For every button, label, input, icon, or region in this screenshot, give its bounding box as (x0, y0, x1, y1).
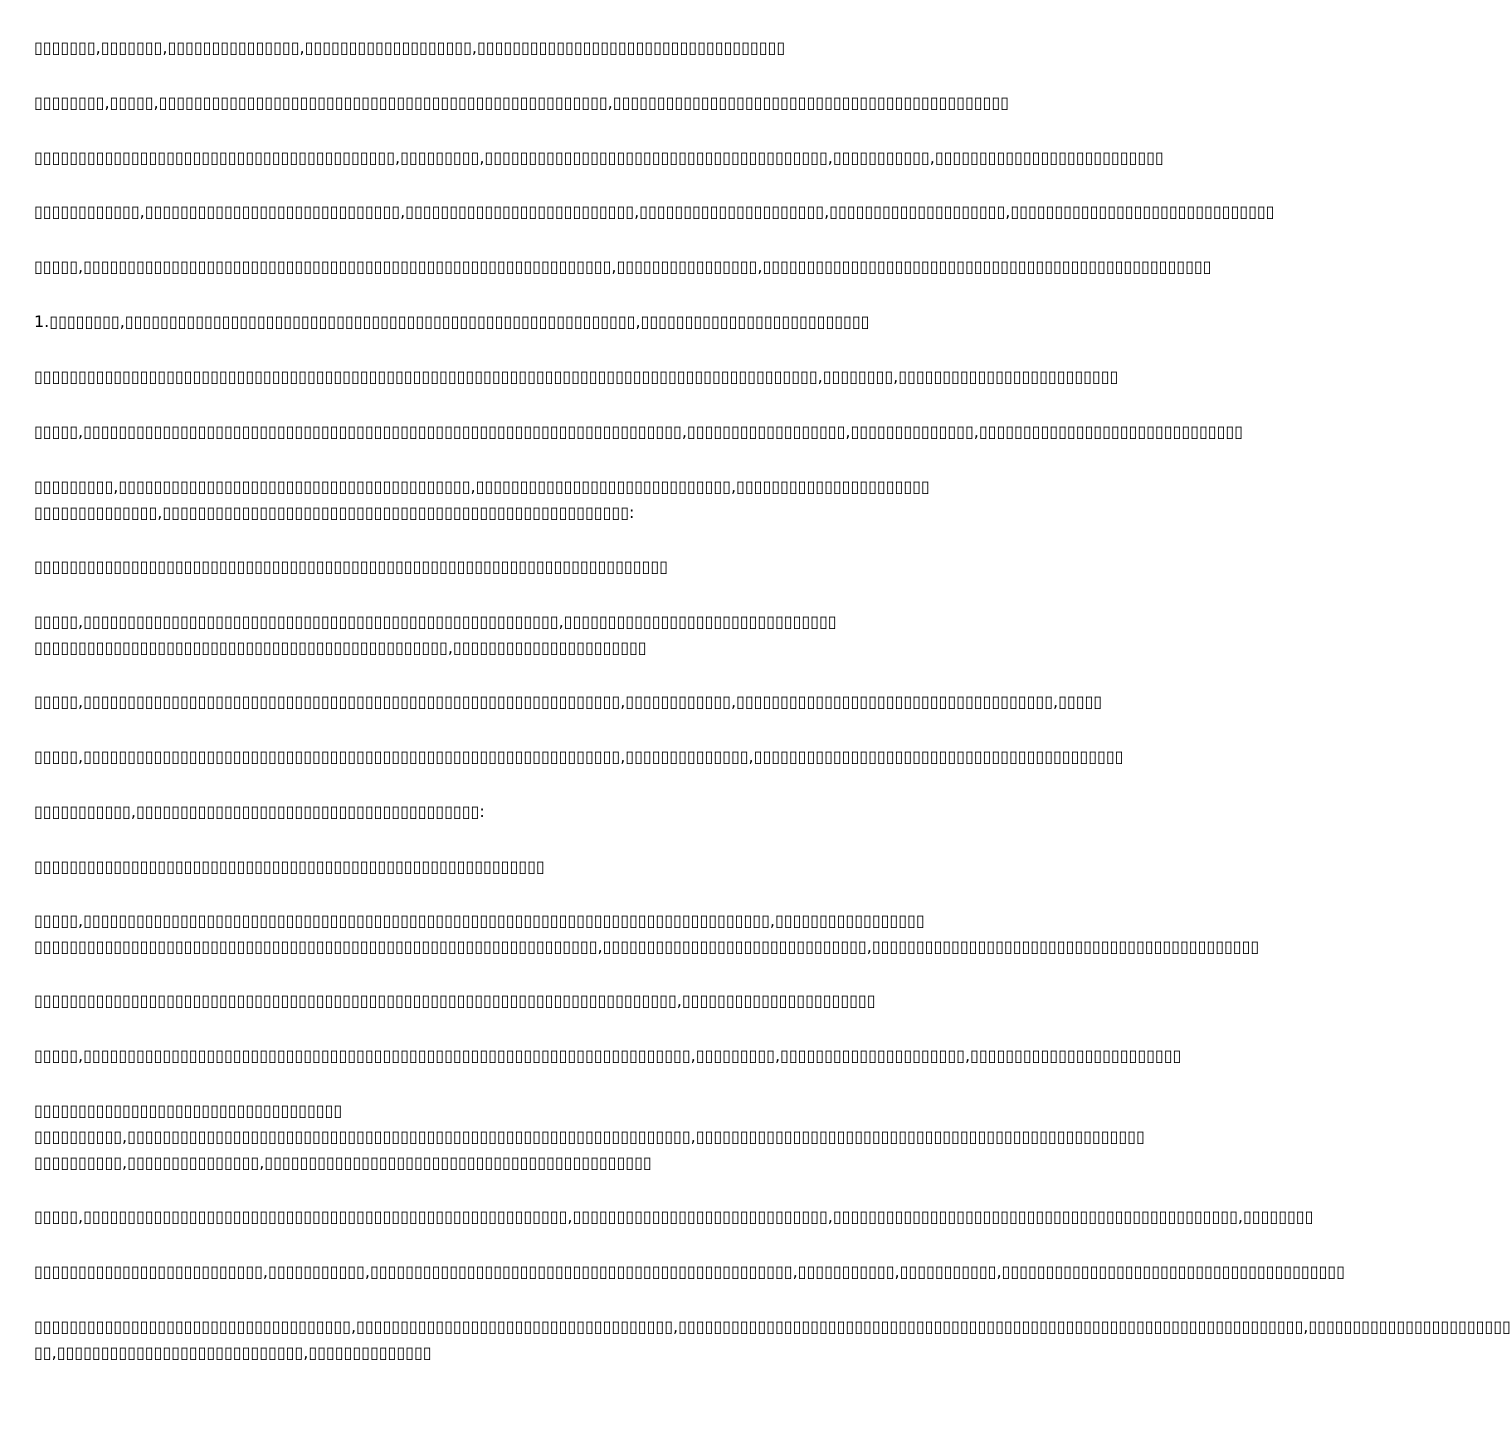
text-line: ▯▯▯▯▯▯▯▯▯▯▯▯▯▯▯▯▯▯▯▯▯▯▯▯▯▯▯▯▯▯▯▯▯▯▯▯▯▯▯▯▯▯▯▯▯▯▯▯▯▯▯▯▯▯▯▯▯▯▯▯▯▯▯▯▯▯▯▯▯▯▯▯ (34, 557, 668, 576)
text-line: ▯▯▯▯▯▯▯▯▯▯▯,▯▯▯▯▯▯▯▯▯▯▯▯▯▯▯▯▯▯▯▯▯▯▯▯▯▯▯▯▯▯▯▯▯▯▯▯▯▯▯: (34, 802, 485, 821)
text-line: ▯▯▯▯▯▯▯▯▯▯▯▯▯▯▯▯▯▯▯▯▯▯▯▯▯▯▯▯▯▯▯▯▯▯▯ (34, 1101, 343, 1120)
text-line: ▯▯▯▯▯,▯▯▯▯▯▯▯▯▯▯▯▯▯▯▯▯▯▯▯▯▯▯▯▯▯▯▯▯▯▯▯▯▯▯▯▯▯▯▯▯▯▯▯▯▯▯▯▯▯▯▯▯▯▯▯▯▯▯▯▯▯,▯▯▯▯▯▯▯▯▯▯▯▯,▯▯▯▯▯▯▯▯▯▯▯▯▯▯▯▯▯▯▯▯▯▯▯▯▯▯▯▯▯▯▯▯▯▯▯▯,▯▯▯▯▯ (34, 692, 1103, 711)
text-line: ▯▯▯▯▯,▯▯▯▯▯▯▯▯▯▯▯▯▯▯▯▯▯▯▯▯▯▯▯▯▯▯▯▯▯▯▯▯▯▯▯▯▯▯▯▯▯▯▯▯▯▯▯▯▯▯▯▯▯▯▯▯▯▯▯▯▯▯▯▯▯▯▯▯,▯▯▯▯▯▯▯▯▯▯▯▯▯▯▯▯▯▯,▯▯▯▯▯▯▯▯▯▯▯▯▯▯,▯▯▯▯▯▯▯▯▯▯▯▯▯▯▯▯▯▯▯▯▯▯▯▯▯▯▯▯▯▯ (34, 422, 1243, 441)
text-line: ▯▯▯▯▯▯▯▯▯▯▯▯▯▯▯▯▯▯▯▯▯▯▯▯▯▯▯▯▯▯▯▯▯▯▯▯▯▯▯▯▯▯▯▯▯▯▯▯▯▯▯▯▯▯▯▯▯▯▯▯▯▯▯▯▯▯▯▯▯▯▯▯▯,▯▯▯▯▯▯▯▯▯▯▯▯▯▯▯▯▯▯▯▯▯▯ (34, 991, 876, 1010)
text-line: ▯▯,▯▯▯▯▯▯▯▯▯▯▯▯▯▯▯▯▯▯▯▯▯▯▯▯▯▯▯▯,▯▯▯▯▯▯▯▯▯▯▯▯▯▯ (34, 1343, 432, 1362)
text-line: ▯▯▯▯▯▯▯▯,▯▯▯▯▯,▯▯▯▯▯▯▯▯▯▯▯▯▯▯▯▯▯▯▯▯▯▯▯▯▯▯▯▯▯▯▯▯▯▯▯▯▯▯▯▯▯▯▯▯▯▯▯▯▯▯▯,▯▯▯▯▯▯▯▯▯▯▯▯▯▯▯▯▯▯▯▯▯▯▯▯▯▯▯▯▯▯▯▯▯▯▯▯▯▯▯▯▯▯▯▯▯ (34, 93, 1009, 112)
text-line: ▯▯▯▯▯▯▯▯▯▯▯▯▯▯▯▯▯▯▯▯▯▯▯▯▯▯▯▯▯▯▯▯▯▯▯▯,▯▯▯▯▯▯▯▯▯▯▯▯▯▯▯▯▯▯▯▯▯▯▯▯▯▯▯▯▯▯▯▯▯▯▯▯,▯▯▯▯▯▯▯▯▯▯▯▯▯▯▯▯▯▯▯▯▯▯▯▯▯▯▯▯▯▯▯▯▯▯▯▯▯▯▯▯▯▯▯▯▯▯▯▯▯▯▯▯▯▯▯▯▯▯▯▯▯▯▯▯▯▯▯▯▯▯▯,▯▯▯▯▯▯▯▯▯▯▯▯▯▯▯▯▯▯▯▯▯▯▯ (34, 1317, 1511, 1336)
text-line: ▯▯▯▯▯▯▯▯▯▯▯▯▯▯▯▯▯▯▯▯▯▯▯▯▯▯▯▯▯▯▯▯▯▯▯▯▯▯▯▯▯▯▯▯▯▯▯,▯▯▯▯▯▯▯▯▯▯▯▯▯▯▯▯▯▯▯▯▯▯ (34, 638, 647, 657)
text-line: 1.▯▯▯▯▯▯▯▯,▯▯▯▯▯▯▯▯▯▯▯▯▯▯▯▯▯▯▯▯▯▯▯▯▯▯▯▯▯▯▯▯▯▯▯▯▯▯▯▯▯▯▯▯▯▯▯▯▯▯▯▯▯▯▯▯▯▯,▯▯▯▯▯▯▯▯▯▯▯▯▯▯▯▯▯▯▯▯▯▯▯▯▯▯ (34, 312, 870, 331)
text-line: ▯▯▯▯▯,▯▯▯▯▯▯▯▯▯▯▯▯▯▯▯▯▯▯▯▯▯▯▯▯▯▯▯▯▯▯▯▯▯▯▯▯▯▯▯▯▯▯▯▯▯▯▯▯▯▯▯▯▯▯▯,▯▯▯▯▯▯▯▯▯▯▯▯▯▯▯▯▯▯▯▯▯▯▯▯▯▯▯▯▯,▯▯▯▯▯▯▯▯▯▯▯▯▯▯▯▯▯▯▯▯▯▯▯▯▯▯▯▯▯▯▯▯▯▯▯▯▯▯▯▯▯▯▯▯▯▯,▯▯▯▯▯▯▯▯ (34, 1207, 1314, 1226)
text-line: ▯▯▯▯▯▯▯▯▯▯▯▯▯▯▯▯▯▯▯▯▯▯▯▯▯▯▯▯▯▯▯▯▯▯▯▯▯▯▯▯▯▯▯▯▯▯▯▯▯▯▯▯▯▯▯▯▯▯▯▯▯▯▯▯▯▯▯▯▯▯▯▯▯▯▯▯▯▯▯▯▯▯▯▯▯▯▯▯▯,▯▯▯▯▯▯▯▯,▯▯▯▯▯▯▯▯▯▯▯▯▯▯▯▯▯▯▯▯▯▯▯▯▯ (34, 367, 1119, 386)
text-line: ▯▯▯▯▯▯▯▯▯,▯▯▯▯▯▯▯▯▯▯▯▯▯▯▯▯▯▯▯▯▯▯▯▯▯▯▯▯▯▯▯▯▯▯▯▯▯▯▯▯,▯▯▯▯▯▯▯▯▯▯▯▯▯▯▯▯▯▯▯▯▯▯▯▯▯▯▯▯▯,▯▯▯▯▯▯▯▯▯▯▯▯▯▯▯▯▯▯▯▯▯▯ (34, 477, 930, 496)
text-line: ▯▯▯▯▯▯▯,▯▯▯▯▯▯▯,▯▯▯▯▯▯▯▯▯▯▯▯▯▯▯,▯▯▯▯▯▯▯▯▯▯▯▯▯▯▯▯▯▯▯,▯▯▯▯▯▯▯▯▯▯▯▯▯▯▯▯▯▯▯▯▯▯▯▯▯▯▯▯▯▯▯▯▯▯▯ (34, 38, 786, 57)
text-line: ▯▯▯▯▯,▯▯▯▯▯▯▯▯▯▯▯▯▯▯▯▯▯▯▯▯▯▯▯▯▯▯▯▯▯▯▯▯▯▯▯▯▯▯▯▯▯▯▯▯▯▯▯▯▯▯▯▯▯▯▯▯▯▯▯▯,▯▯▯▯▯▯▯▯▯▯▯▯▯▯▯▯,▯▯▯▯▯▯▯▯▯▯▯▯▯▯▯▯▯▯▯▯▯▯▯▯▯▯▯▯▯▯▯▯▯▯▯▯▯▯▯▯▯▯▯▯▯▯▯▯▯▯▯ (34, 257, 1212, 276)
text-line: ▯▯▯▯▯▯▯▯▯▯▯▯,▯▯▯▯▯▯▯▯▯▯▯▯▯▯▯▯▯▯▯▯▯▯▯▯▯▯▯▯▯,▯▯▯▯▯▯▯▯▯▯▯▯▯▯▯▯▯▯▯▯▯▯▯▯▯▯,▯▯▯▯▯▯▯▯▯▯▯▯▯▯▯▯▯▯▯▯▯,▯▯▯▯▯▯▯▯▯▯▯▯▯▯▯▯▯▯▯▯,▯▯▯▯▯▯▯▯▯▯▯▯▯▯▯▯▯▯▯▯▯▯▯▯▯▯▯▯▯▯ (34, 202, 1275, 221)
text-line: ▯▯▯▯▯▯▯▯▯▯,▯▯▯▯▯▯▯▯▯▯▯▯▯▯▯,▯▯▯▯▯▯▯▯▯▯▯▯▯▯▯▯▯▯▯▯▯▯▯▯▯▯▯▯▯▯▯▯▯▯▯▯▯▯▯▯▯▯▯▯ (34, 1153, 652, 1172)
text-line: ▯▯▯▯▯▯▯▯▯▯▯▯▯▯▯▯▯▯▯▯▯▯▯▯▯▯▯▯▯▯▯▯▯▯▯▯▯▯▯▯▯,▯▯▯▯▯▯▯▯▯,▯▯▯▯▯▯▯▯▯▯▯▯▯▯▯▯▯▯▯▯▯▯▯▯▯▯▯▯▯▯▯▯▯▯▯▯▯▯▯,▯▯▯▯▯▯▯▯▯▯▯,▯▯▯▯▯▯▯▯▯▯▯▯▯▯▯▯▯▯▯▯▯▯▯▯▯▯ (34, 148, 1164, 167)
text-line: ▯▯▯▯▯,▯▯▯▯▯▯▯▯▯▯▯▯▯▯▯▯▯▯▯▯▯▯▯▯▯▯▯▯▯▯▯▯▯▯▯▯▯▯▯▯▯▯▯▯▯▯▯▯▯▯▯▯▯▯,▯▯▯▯▯▯▯▯▯▯▯▯▯▯▯▯▯▯▯▯▯▯▯▯▯▯▯▯▯▯▯ (34, 612, 837, 631)
text-line: ▯▯▯▯▯▯▯▯▯▯,▯▯▯▯▯▯▯▯▯▯▯▯▯▯▯▯▯▯▯▯▯▯▯▯▯▯▯▯▯▯▯▯▯▯▯▯▯▯▯▯▯▯▯▯▯▯▯▯▯▯▯▯▯▯▯▯▯▯▯▯▯▯▯▯,▯▯▯▯▯▯▯▯▯▯▯▯▯▯▯▯▯▯▯▯▯▯▯▯▯▯▯▯▯▯▯▯▯▯▯▯▯▯▯▯▯▯▯▯▯▯▯▯▯▯▯ (34, 1127, 1145, 1146)
text-line: ▯▯▯▯▯,▯▯▯▯▯▯▯▯▯▯▯▯▯▯▯▯▯▯▯▯▯▯▯▯▯▯▯▯▯▯▯▯▯▯▯▯▯▯▯▯▯▯▯▯▯▯▯▯▯▯▯▯▯▯▯▯▯▯▯▯▯▯▯▯▯▯▯▯▯▯▯▯▯▯▯▯▯▯,▯▯▯▯▯▯▯▯▯▯▯▯▯▯▯▯▯ (34, 911, 925, 930)
text-line: ▯▯▯▯▯▯▯▯▯▯▯▯▯▯▯▯▯▯▯▯▯▯▯▯▯▯▯▯▯▯▯▯▯▯▯▯▯▯▯▯▯▯▯▯▯▯▯▯▯▯▯▯▯▯▯▯▯▯▯▯▯▯▯▯,▯▯▯▯▯▯▯▯▯▯▯▯▯▯▯▯▯▯▯▯▯▯▯▯▯▯▯▯▯▯,▯▯▯▯▯▯▯▯▯▯▯▯▯▯▯▯▯▯▯▯▯▯▯▯▯▯▯▯▯▯▯▯▯▯▯▯▯▯▯▯▯▯▯▯ (34, 937, 1260, 956)
text-line: ▯▯▯▯▯,▯▯▯▯▯▯▯▯▯▯▯▯▯▯▯▯▯▯▯▯▯▯▯▯▯▯▯▯▯▯▯▯▯▯▯▯▯▯▯▯▯▯▯▯▯▯▯▯▯▯▯▯▯▯▯▯▯▯▯▯▯▯▯▯▯▯▯▯▯,▯▯▯▯▯▯▯▯▯,▯▯▯▯▯▯▯▯▯▯▯▯▯▯▯▯▯▯▯▯▯,▯▯▯▯▯▯▯▯▯▯▯▯▯▯▯▯▯▯▯▯▯▯▯▯ (34, 1046, 1182, 1065)
text-line: ▯▯▯▯▯,▯▯▯▯▯▯▯▯▯▯▯▯▯▯▯▯▯▯▯▯▯▯▯▯▯▯▯▯▯▯▯▯▯▯▯▯▯▯▯▯▯▯▯▯▯▯▯▯▯▯▯▯▯▯▯▯▯▯▯▯▯,▯▯▯▯▯▯▯▯▯▯▯▯▯▯,▯▯▯▯▯▯▯▯▯▯▯▯▯▯▯▯▯▯▯▯▯▯▯▯▯▯▯▯▯▯▯▯▯▯▯▯▯▯▯▯▯▯ (34, 747, 1124, 766)
text-line: ▯▯▯▯▯▯▯▯▯▯▯▯▯▯▯▯▯▯▯▯▯▯▯▯▯▯▯▯▯▯▯▯▯▯▯▯▯▯▯▯▯▯▯▯▯▯▯▯▯▯▯▯▯▯▯▯▯▯ (34, 857, 545, 876)
text-line: ▯▯▯▯▯▯▯▯▯▯▯▯▯▯,▯▯▯▯▯▯▯▯▯▯▯▯▯▯▯▯▯▯▯▯▯▯▯▯▯▯▯▯▯▯▯▯▯▯▯▯▯▯▯▯▯▯▯▯▯▯▯▯▯▯▯▯▯: (34, 503, 635, 522)
text-line: ▯▯▯▯▯▯▯▯▯▯▯▯▯▯▯▯▯▯▯▯▯▯▯▯▯▯,▯▯▯▯▯▯▯▯▯▯▯,▯▯▯▯▯▯▯▯▯▯▯▯▯▯▯▯▯▯▯▯▯▯▯▯▯▯▯▯▯▯▯▯▯▯▯▯▯▯▯▯▯▯▯▯▯▯▯▯,▯▯▯▯▯▯▯▯▯▯▯,▯▯▯▯▯▯▯▯▯▯▯,▯▯▯▯▯▯▯▯▯▯▯▯▯▯▯▯▯▯▯▯▯▯▯▯▯▯▯▯▯▯▯▯▯▯▯▯▯▯▯ (34, 1262, 1345, 1281)
